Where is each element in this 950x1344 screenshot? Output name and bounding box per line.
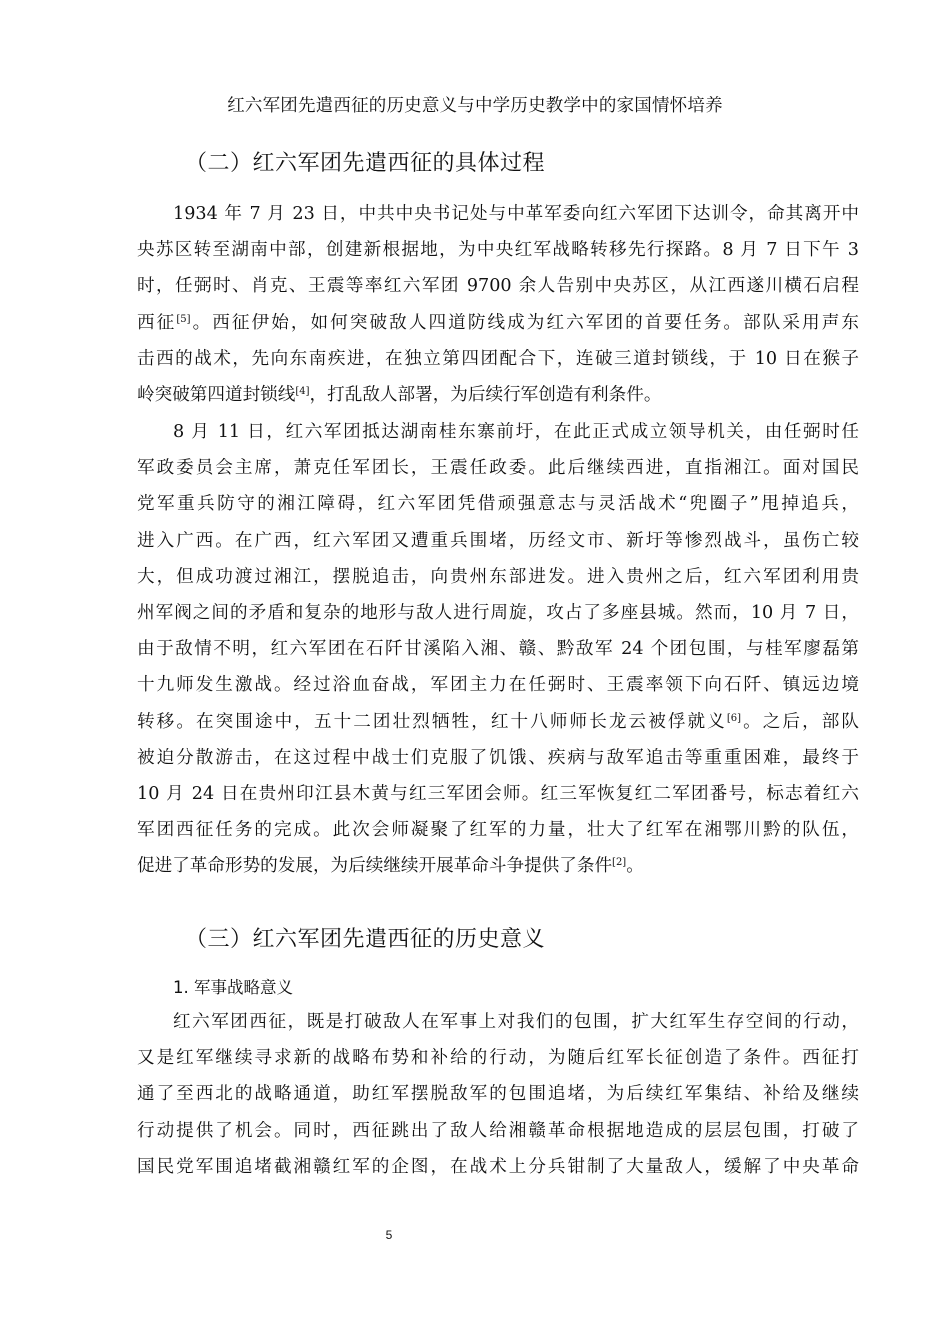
text-segment: 。西征伊始，如何突破敌人四道防线成为红六军团的首要任务。部队采用声东 [190, 312, 859, 333]
text-segment: 。 [626, 856, 644, 877]
text-line: 十九师发生激战。经过浴血奋战，军团主力在任弼时、王震率领下向石阡、镇远边境 [137, 675, 859, 696]
text-line [137, 704, 859, 740]
section-heading-significance: （三）红六军团先遣西征的历史意义 [185, 927, 546, 952]
text-line: 击西的战术，先向东南疾进，在独立第四团配合下，连破三道封锁线，于 10 日在猴子 [137, 348, 859, 369]
text-segment: ，打乱敌人部署，为后续行军创造有利条件。 [309, 385, 662, 406]
text-segment: 西征 [137, 312, 177, 333]
text-line: 央苏区转至湖南中部，创建新根据地，为中央红军战略转移先行探路。8 月 7 日下午 3 [137, 240, 859, 261]
section-heading-process: （二）红六军团先遣西征的具体过程 [185, 151, 546, 176]
citation-6: [6] [726, 712, 742, 724]
text-line: 红六军团西征，既是打破敌人在军事上对我们的包围，扩大红军生存空间的行动， [173, 1012, 859, 1032]
citation-2: [2] [612, 857, 627, 869]
text-segment: 促进了革命形势的发展，为后续继续开展革命斗争提供了条件 [137, 856, 613, 877]
subsection-heading-military: 1. 军事战略意义 [173, 978, 293, 997]
text-line: 军团西征任务的完成。此次会师凝聚了红军的力量，壮大了红军在湘鄂川黔的队伍， [137, 820, 859, 841]
text-segment: 。之后，部队 [741, 711, 859, 732]
text-line: 国民党军围追堵截湘赣红军的企图，在战术上分兵钳制了大量敌人，缓解了中央革命 [137, 1156, 859, 1177]
paragraph-1 [137, 196, 859, 413]
text-line: 州军阀之间的矛盾和复杂的地形与敌人进行周旋，攻占了多座县城。然而，10 月 7 日， [137, 603, 859, 624]
text-line: 时，任弼时、肖克、王震等率红六军团 9700 余人告别中央苏区，从江西遂川横石启程 [137, 276, 859, 297]
citation-5: [5] [176, 313, 191, 325]
text-line: 军政委员会主席，萧克任军团长，王震任政委。此后继续西进，直指湘江。面对国民 [137, 458, 859, 479]
text-line: 进入广西。在广西，红六军团又遭重兵围堵，历经文市、新圩等惨烈战斗，虽伤亡较 [137, 530, 859, 551]
text-line: 8 月 11 日，红六军团抵达湖南桂东寨前圩，在此正式成立领导机关，由任弼时任 [173, 422, 859, 442]
page-number: 5 [385, 1228, 393, 1242]
text-line: 1934 年 7 月 23 日，中共中央书记处与中革军委向红六军团下达训令，命其离开中 [173, 204, 859, 224]
paragraph-2 [137, 414, 859, 885]
paragraph-3 [137, 1004, 859, 1185]
text-line: 又是红军继续寻求新的战略布势和补给的行动，为随后红军长征创造了条件。西征打 [137, 1048, 859, 1069]
text-line: 党军重兵防守的湘江障碍，红六军团凭借顽强意志与灵活战术“兜圈子”甩掉追兵， [137, 494, 859, 515]
text-line: 通了至西北的战略通道，助红军摆脱敌军的包围追堵，为后续红军集结、补给及继续 [137, 1084, 859, 1105]
text-line [137, 848, 859, 884]
running-header: 红六军团先遣西征的历史意义与中学历史教学中的家国情怀培养 [227, 96, 723, 116]
text-line: 被迫分散游击，在这过程中战士们克服了饥饿、疾病与敌军追击等重重困难，最终于 [137, 747, 859, 768]
text-line [137, 377, 859, 413]
text-line [137, 305, 859, 341]
text-line: 大，但成功渡过湘江，摆脱追击，向贵州东部进发。进入贵州之后，红六军团利用贵 [137, 566, 859, 587]
text-segment: 岭突破第四道封锁线 [137, 385, 296, 406]
text-line: 由于敌情不明，红六军团在石阡甘溪陷入湘、赣、黔敌军 24 个团包围，与桂军廖磊第 [137, 639, 859, 660]
text-segment: 转移。在突围途中，五十二团壮烈牺牲，红十八师师长龙云被俘就义 [137, 711, 727, 732]
text-line: 10 月 24 日在贵州印江县木黄与红三军团会师。红三军恢复红二军团番号，标志着红六 [137, 784, 859, 805]
text-line: 行动提供了机会。同时，西征跳出了敌人给湘赣革命根据地造成的层层包围，打破了 [137, 1120, 859, 1141]
citation-4: [4] [295, 386, 310, 398]
